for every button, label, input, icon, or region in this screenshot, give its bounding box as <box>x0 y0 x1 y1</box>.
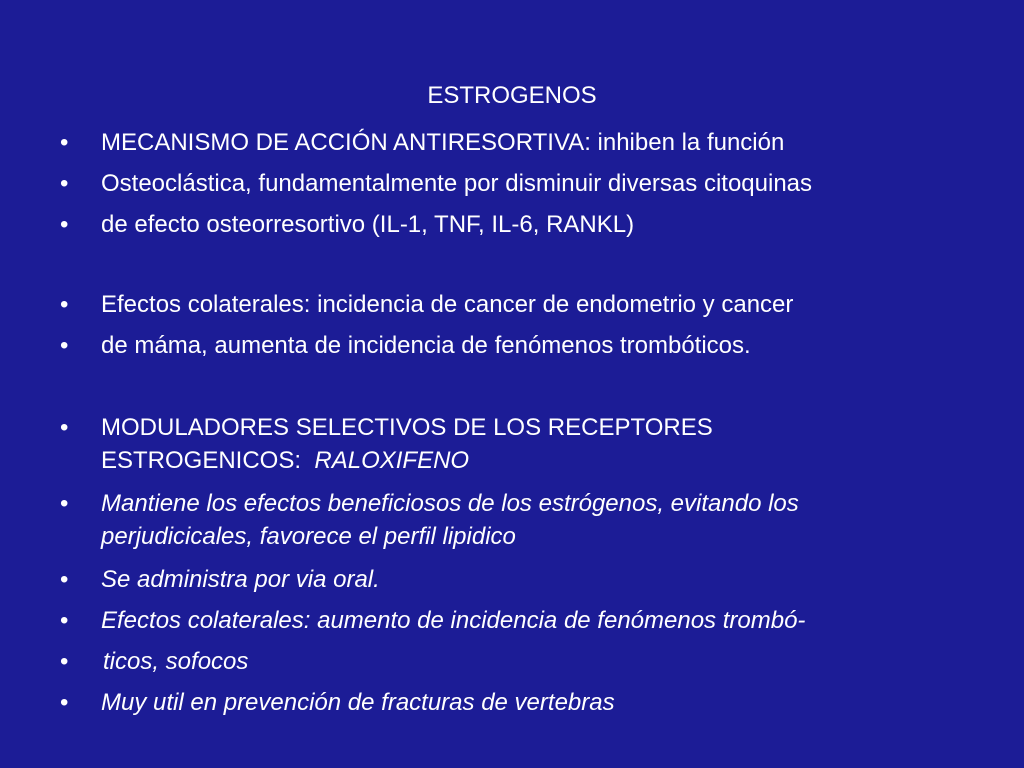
bullet-text <box>101 487 961 553</box>
bullet-text: Muy util en prevención de fracturas de vertebras <box>101 689 615 716</box>
bullet-icon: • <box>60 414 69 441</box>
bullet-text-prefix: ESTROGENICOS: <box>101 447 315 474</box>
bullet-icon: • <box>60 170 69 197</box>
bullet-text: Osteoclástica, fundamentalmente por disminuir diversas citoquinas <box>101 170 813 197</box>
bullet-icon: • <box>60 607 69 634</box>
bullet-icon: • <box>60 332 69 359</box>
slide-title: ESTROGENOS <box>427 82 597 109</box>
bullet-text: MECANISMO DE ACCIÓN ANTIRESORTIVA: inhiben la función <box>101 129 785 156</box>
bullet-text <box>101 411 961 477</box>
bullet-text: Efectos colaterales: aumento de incidencia de fenómenos trombó- <box>101 607 806 634</box>
bullet-icon: • <box>60 211 69 238</box>
bullet-text: Efectos colaterales: incidencia de cancer de endometrio y cancer <box>101 291 794 318</box>
bullet-icon: • <box>60 291 69 318</box>
bullet-text-line: Mantiene los efectos beneficiosos de los estrógenos, evitando los <box>101 490 799 517</box>
bullet-icon: • <box>60 648 69 675</box>
bullet-icon: • <box>60 566 69 593</box>
bullet-icon: • <box>60 490 69 517</box>
bullet-text-line: perjudicicales, favorece el perfil lipidico <box>101 523 516 550</box>
bullet-text: Se administra por via oral. <box>101 566 380 593</box>
bullet-text: de efecto osteorresortivo (IL-1, TNF, IL-6, RANKL) <box>101 211 635 238</box>
bullet-text: ticos, sofocos <box>103 648 249 675</box>
bullet-icon: • <box>60 689 69 716</box>
bullet-text: de máma, aumenta de incidencia de fenómenos trombóticos. <box>101 332 751 359</box>
bullet-icon: • <box>60 129 69 156</box>
bullet-text-line: MODULADORES SELECTIVOS DE LOS RECEPTORES <box>101 414 713 441</box>
drug-name: RALOXIFENO <box>314 447 470 474</box>
